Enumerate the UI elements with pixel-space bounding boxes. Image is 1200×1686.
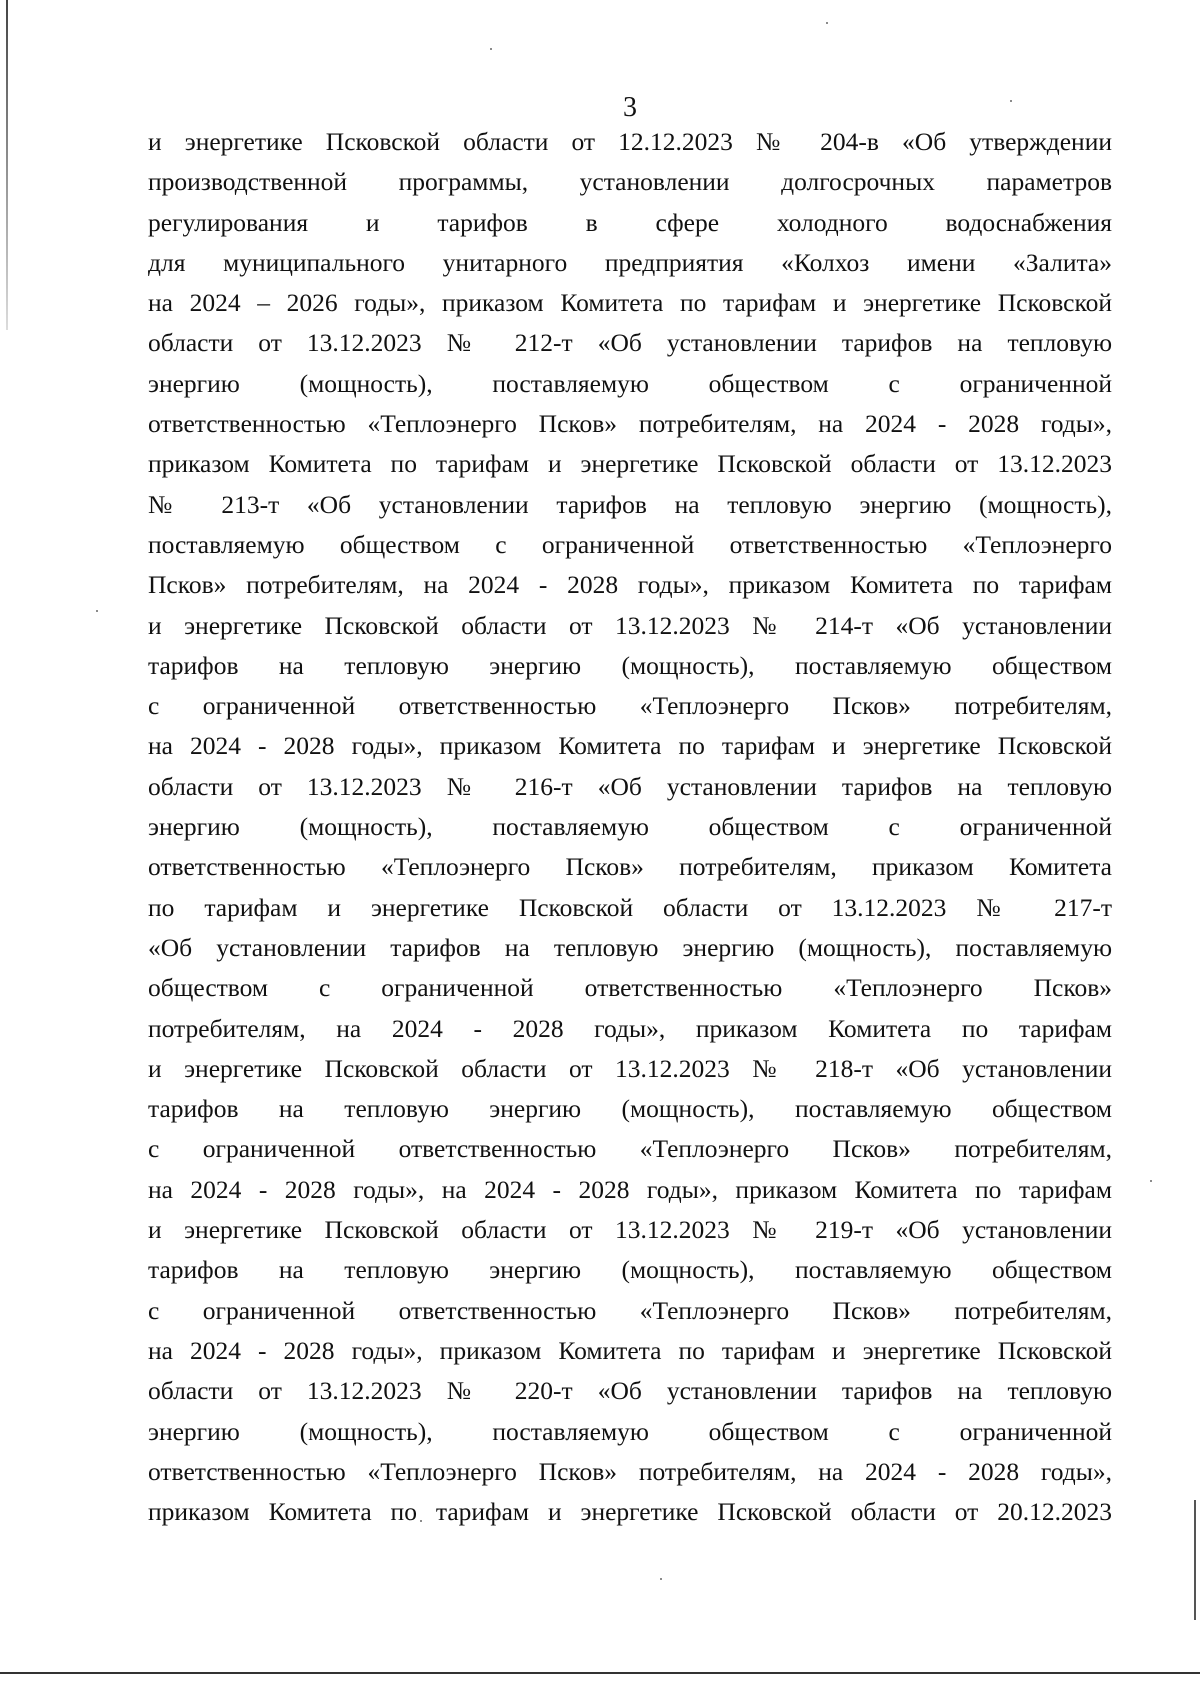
text-line: с ограниченной ответственностью «Теплоэнерго Псков» потребителям,: [148, 691, 1112, 721]
text-line: ответственностью «Теплоэнерго Псков» потребителям, на 2024 - 2028 годы»,: [148, 1456, 1112, 1486]
text-line: № 213-т «Об установлении тарифов на тепловую энергию (мощность),: [148, 489, 1112, 519]
text-line: поставляемую обществом с ограниченной ответственностью «Теплоэнерго: [148, 529, 1112, 559]
scan-speck: [660, 1578, 662, 1580]
text-line: производственной программы, установлении долгосрочных параметров: [148, 167, 1112, 197]
text-line: с ограниченной ответственностью «Теплоэнерго Псков» потребителям,: [148, 1295, 1112, 1325]
text-line: на 2024 – 2026 годы», приказом Комитета по тарифам и энергетике Псковской: [148, 288, 1112, 318]
scan-speck: [96, 610, 98, 612]
scan-bottom-artifact: [0, 1672, 1200, 1674]
text-line: области от 13.12.2023 № 212-т «Об установлении тарифов на тепловую: [148, 328, 1112, 358]
text-line: с ограниченной ответственностью «Теплоэнерго Псков» потребителям,: [148, 1134, 1112, 1164]
text-line: тарифов на тепловую энергию (мощность), поставляемую обществом: [148, 1094, 1112, 1124]
text-line: и энергетике Псковской области от 13.12.2023 № 219-т «Об установлении: [148, 1215, 1112, 1245]
text-line: тарифов на тепловую энергию (мощность), поставляемую обществом: [148, 650, 1112, 680]
scan-speck: [826, 22, 828, 24]
text-line: «Об установлении тарифов на тепловую энергию (мощность), поставляемую: [148, 932, 1112, 962]
text-line: потребителям, на 2024 - 2028 годы», приказом Комитета по тарифам: [148, 1013, 1112, 1043]
scan-edge-artifact: [6, 0, 8, 330]
text-line: области от 13.12.2023 № 220-т «Об установлении тарифов на тепловую: [148, 1376, 1112, 1406]
text-line: области от 13.12.2023 № 216-т «Об установлении тарифов на тепловую: [148, 771, 1112, 801]
text-line: обществом с ограниченной ответственностью «Теплоэнерго Псков»: [148, 973, 1112, 1003]
text-line: энергию (мощность), поставляемую обществом с ограниченной: [148, 368, 1112, 398]
body-text: [148, 122, 1112, 1532]
text-line: Псков» потребителям, на 2024 - 2028 годы», приказом Комитета по тарифам: [148, 570, 1112, 600]
text-line: ответственностью «Теплоэнерго Псков» потребителям, на 2024 - 2028 годы»,: [148, 409, 1112, 439]
page-number: 3: [623, 92, 637, 123]
text-line: энергию (мощность), поставляемую обществом с ограниченной: [148, 1416, 1112, 1446]
text-line: на 2024 - 2028 годы», приказом Комитета по тарифам и энергетике Псковской: [148, 731, 1112, 761]
text-line: и энергетике Псковской области от 12.12.2023 № 204-в «Об утверждении: [148, 127, 1112, 156]
text-line: тарифов на тепловую энергию (мощность), поставляемую обществом: [148, 1255, 1112, 1285]
text-line: для муниципального унитарного предприятия «Колхоз имени «Залита»: [148, 247, 1112, 277]
scan-edge-artifact: [1194, 1500, 1196, 1620]
text-line: на 2024 - 2028 годы», приказом Комитета по тарифам и энергетике Псковской: [148, 1335, 1112, 1365]
text-line: приказом Комитета по тарифам и энергетике Псковской области от 20.12.2023: [148, 1497, 1112, 1527]
text-line: энергию (мощность), поставляемую обществом с ограниченной: [148, 812, 1112, 842]
text-line: по тарифам и энергетике Псковской области от 13.12.2023 № 217-т: [148, 892, 1112, 922]
scan-speck: [490, 48, 492, 50]
text-line: приказом Комитета по тарифам и энергетике Псковской области от 13.12.2023: [148, 449, 1112, 479]
text-line: ответственностью «Теплоэнерго Псков» потребителям, приказом Комитета: [148, 852, 1112, 882]
text-line: и энергетике Псковской области от 13.12.2023 № 218-т «Об установлении: [148, 1053, 1112, 1083]
text-line: на 2024 - 2028 годы», на 2024 - 2028 годы», приказом Комитета по тарифам: [148, 1174, 1112, 1204]
text-line: регулирования и тарифов в сфере холодного водоснабжения: [148, 207, 1112, 237]
text-line: и энергетике Псковской области от 13.12.2023 № 214-т «Об установлении: [148, 610, 1112, 640]
scan-speck: [1150, 1180, 1152, 1182]
